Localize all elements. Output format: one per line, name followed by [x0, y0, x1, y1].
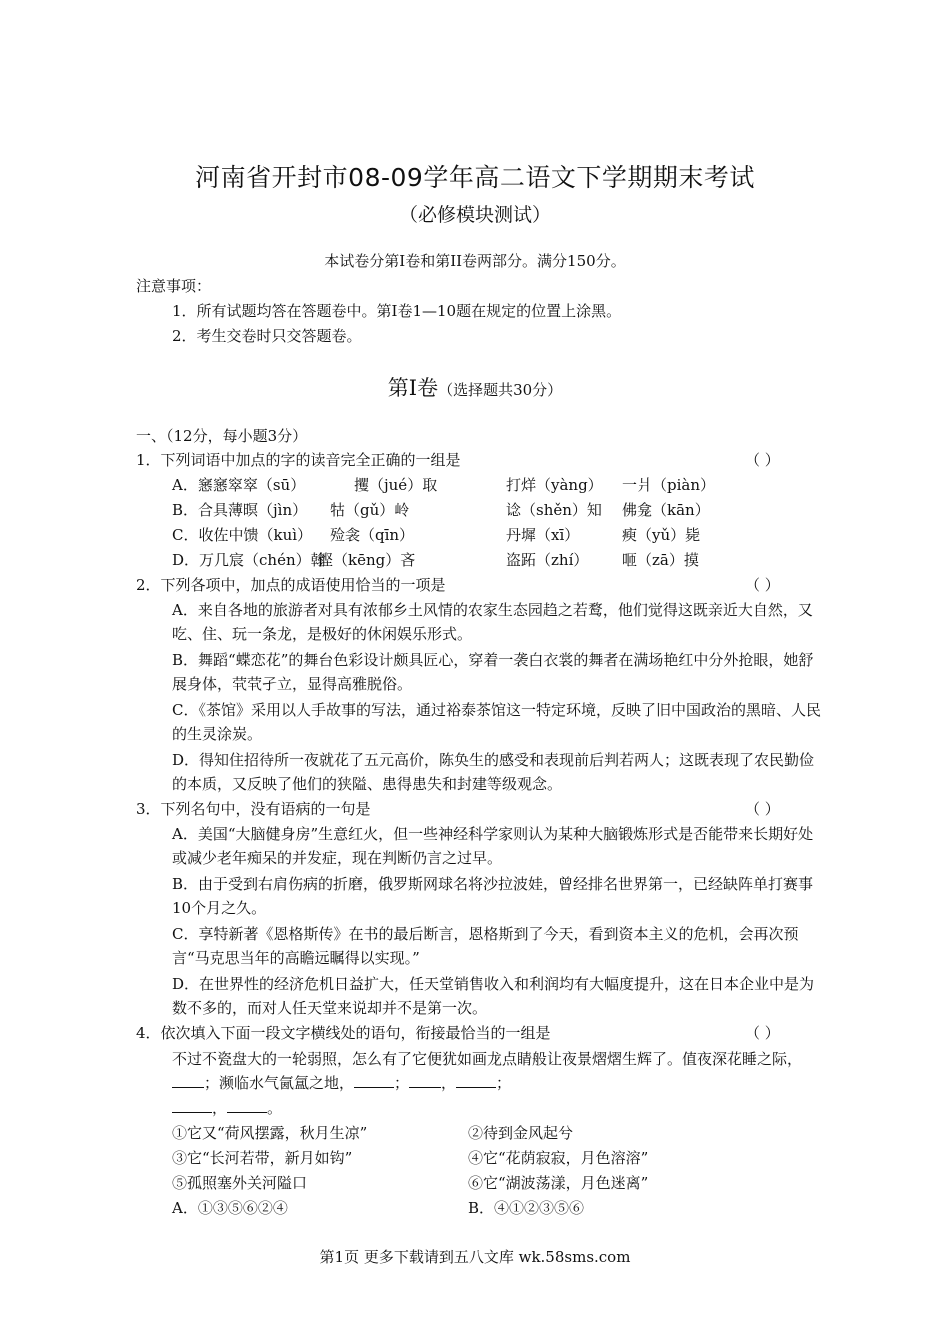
page-title: 河南省开封市08-09学年高二语文下学期期末考试 [195, 163, 755, 192]
q4-answer-option: B．④①②③⑤⑥ [468, 1199, 585, 1217]
q1-option-c-1: C．收佐中馈（kuì） [172, 526, 313, 544]
section-heading [0, 372, 950, 402]
notice-item: 1．所有试题均答在答题卷中。第Ⅰ卷1—10题在规定的位置上涂黑。 [172, 302, 622, 320]
notice-item: 2．考生交卷时只交答题卷。 [172, 327, 362, 345]
answer-paren: （ ） [745, 800, 780, 818]
q4-item: ①它又“荷风摆露，秋月生凉” [172, 1124, 368, 1142]
q1-option-b-1: B．合具薄暝（jìn） [172, 501, 308, 519]
q4-answer-option: A．①③⑤⑥②④ [172, 1199, 288, 1217]
q4-item: ⑥它“湖波荡漾，月色迷离” [468, 1174, 649, 1192]
q2-option-a: A．来自各地的旅游者对具有浓郁乡土风情的农家生态园趋之若鹜，他们觉得这既亲近大自然，又吃、住、玩一条龙，是极好的休闲娱乐形式。 [172, 601, 813, 643]
section-note: （选择题共30分） [438, 381, 563, 399]
answer-blank [354, 1073, 394, 1088]
q4-item: ②待到金风起兮 [468, 1124, 574, 1142]
q1-option-b-3: 谂（shěn）知 [506, 501, 602, 519]
answer-blank [172, 1073, 204, 1088]
question-stem: 3．下列名句中，没有语病的一句是 [136, 800, 371, 818]
page-footer: 第1页 更多下载请到五八文库 wk.58sms.com [319, 1248, 631, 1266]
q4-passage-text: 不过不瓷盘大的一轮弱照，怎么有了它便犹如画龙点睛般让夜景熠熠生辉了。值夜深花睡之际， [172, 1050, 803, 1068]
q2-option-d: D．得知住招待所一夜就花了五元高价，陈奂生的感受和表现前后判若两人；这既表现了农民勤俭的本质，又反映了他们的狭隘、患得患失和封建等级观念。 [172, 751, 815, 793]
answer-blank [227, 1098, 267, 1113]
exam-summary: 本试卷分第Ⅰ卷和第II卷两部分。满分150分。 [324, 252, 626, 270]
section-title: 第Ⅰ卷 [387, 376, 439, 400]
q1-option-d-2: 悭（kēng）吝 [318, 551, 416, 569]
q1-option-a-2: 攫（jué）取 [354, 476, 438, 494]
q1-option-d-3: 盗跖（zhí） [506, 551, 589, 569]
answer-blank [409, 1073, 441, 1088]
q1-option-c-3: 丹墀（xī） [506, 526, 580, 544]
part-heading: 一、（12分，每小题3分） [136, 427, 308, 445]
q4-passage-text: ；濒临水气氤氲之地， [204, 1074, 355, 1092]
q1-option-a-1: A．窸窸窣窣（sū） [172, 476, 306, 494]
q4-item: ④它“花荫寂寂，月色溶溶” [468, 1149, 649, 1167]
q3-option-a: A．美国“大脑健身房”生意红火，但一些神经科学家则认为某种大脑锻炼形式是否能带来长期好处或减少老年痴呆的并发症，现在判断仍言之过早。 [172, 825, 814, 867]
answer-paren: （ ） [745, 451, 780, 469]
q3-option-b: B．由于受到右肩伤病的折磨，俄罗斯网球名将沙拉波娃，曾经排名世界第一，已经缺阵单打赛事10个月之久。 [172, 875, 814, 917]
question-stem: 4．依次填入下面一段文字横线处的语句，衔接最恰当的一组是 [136, 1024, 551, 1042]
q1-option-c-2: 殓衾（qīn） [330, 526, 415, 544]
q3-option-d: D．在世界性的经济危机日益扩大，任天堂销售收入和利润均有大幅度提升，这在日本企业中是为数不多的，而对人任天堂来说却并不是第一次。 [172, 975, 815, 1017]
question-stem: 2．下列各项中，加点的成语使用恰当的一项是 [136, 576, 446, 594]
q2-option-c: C．《茶馆》采用以人手故事的写法，通过裕泰茶馆这一特定环境，反映了旧中国政治的黑暗、人民的生灵涂炭。 [172, 701, 821, 743]
answer-blank [172, 1098, 212, 1113]
q1-option-d-1: D．万几宸（chén）翰 [172, 551, 326, 569]
q3-option-c: C．享特新著《恩格斯传》在书的最后断言，恩格斯到了今天，看到资本主义的危机，会再次预言“马克思当年的高瞻远瞩得以实现。” [172, 925, 799, 967]
q1-option-b-2: 牯（gǔ）岭 [330, 501, 410, 519]
q1-option-b-4: 佛龛（kān） [622, 501, 710, 519]
q4-item: ③它“长河若带，新月如钩” [172, 1149, 353, 1167]
page-subtitle: （必修模块测试） [398, 204, 551, 226]
q1-option-a-4: 一爿（piàn） [622, 476, 716, 494]
q1-option-d-4: 咂（zā）摸 [622, 551, 699, 569]
q4-blank-line: ， 。 [172, 1097, 282, 1119]
notice-label: 注意事项： [136, 277, 212, 295]
answer-blank [456, 1073, 496, 1088]
q1-option-c-4: 瘐（yǔ）毙 [622, 526, 701, 544]
question-stem: 1．下列词语中加点的字的读音完全正确的一组是 [136, 451, 461, 469]
q2-option-b: B．舞蹈“蝶恋花”的舞台色彩设计颇具匠心，穿着一袭白衣裳的舞者在满场艳红中分外抢眼，她舒展身体，茕茕孑立，显得高雅脱俗。 [172, 651, 814, 693]
q4-passage: 不过不瓷盘大的一轮弱照，怎么有了它便犹如画龙点睛般让夜景熠熠生辉了。值夜深花睡之际，；濒临水气氤氲之地， ； ， ； [172, 1050, 803, 1092]
answer-paren: （ ） [745, 576, 780, 594]
q4-item: ⑤孤照塞外关河隘口 [172, 1174, 308, 1192]
answer-paren: （ ） [745, 1024, 780, 1042]
q1-option-a-3: 打烊（yàng） [506, 476, 603, 494]
